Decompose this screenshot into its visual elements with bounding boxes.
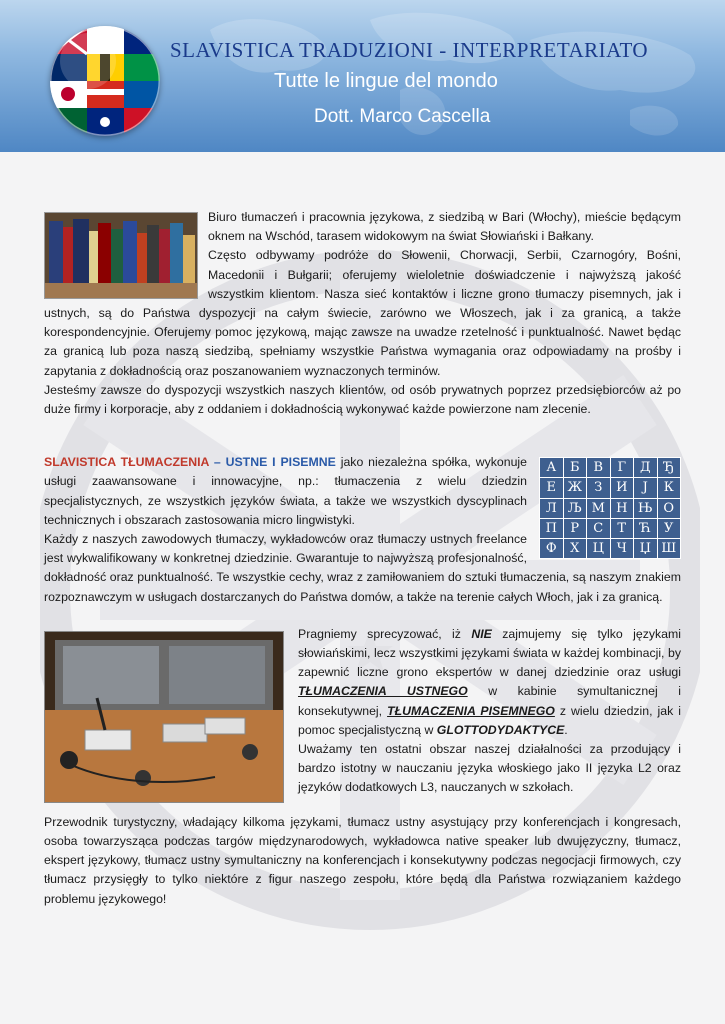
cyrillic-letter: Т — [610, 518, 634, 538]
cyrillic-letter: О — [657, 498, 681, 518]
cyrillic-letter: С — [587, 518, 611, 538]
cyrillic-letter: Д — [634, 458, 658, 478]
cyrillic-letter: Л — [540, 498, 564, 518]
brand-title — [170, 38, 648, 63]
cyrillic-letter: А — [540, 458, 564, 478]
cyrillic-letter: Њ — [634, 498, 658, 518]
cyrillic-letter: Ц — [587, 539, 611, 559]
flag-globe-logo — [50, 26, 160, 136]
cyrillic-letter: У — [657, 518, 681, 538]
cyrillic-letter: Љ — [563, 498, 587, 518]
title-dash: – — [208, 455, 226, 470]
brand-sub: INTERPRETARIATO — [452, 38, 649, 62]
intro-paragraph-3: Jesteśmy zawsze do dyspozycji wszystkich naszych klientów, od osób prywatnych poprzez przedsiębiorców aż po duże firmy i korporacje, aby z oddaniem i dokładnością wykonywać każde powierzone nam zlecenie. — [44, 382, 681, 417]
cyrillic-letter: П — [540, 518, 564, 538]
company-name: SLAVISTICA TŁUMACZENIA — [44, 455, 209, 470]
text-span: z wielu dziedzin, jak i pomoc specjalistyczną w — [298, 703, 681, 737]
books-photo — [44, 212, 198, 299]
cyrillic-letter: З — [587, 478, 611, 498]
cyrillic-letter: Ђ — [657, 458, 681, 478]
cyrillic-letter: Р — [563, 518, 587, 538]
cyrillic-row — [540, 518, 681, 538]
cyrillic-letter: Ш — [657, 539, 681, 559]
cyrillic-letter: В — [587, 458, 611, 478]
main-content — [44, 208, 681, 909]
oral-translation-emphasis: TŁUMACZENIA USTNEGO — [298, 684, 468, 699]
cyrillic-letter: Ф — [540, 539, 564, 559]
cyrillic-letter: Г — [610, 458, 634, 478]
cyrillic-letter: Х — [563, 539, 587, 559]
cyrillic-letter: Н — [610, 498, 634, 518]
cyrillic-letter: К — [657, 478, 681, 498]
cyrillic-row — [540, 539, 681, 559]
brand-main: SLAVISTICA TRADUZIONI — [170, 38, 434, 62]
doctor-name: Dott. Marco Cascella — [314, 106, 491, 127]
cyrillic-letter: И — [610, 478, 634, 498]
header-banner — [0, 0, 725, 152]
italian-teaching-paragraph: Uważamy ten ostatni obszar naszej działalności za przodujący i bardzo istotny w nauczaniu języka włoskiego jako II języka L2 oraz języków dodatkowych L3, nauczanych w szkołach. — [298, 742, 681, 795]
services-intro-text: jako niezależna spółka, wykonuje usługi zaawansowane i innowacyjne, np.: tłumaczenia z wielu dziedzin specjalistycznych, ze wszystkich języków świata, a także we wszystkich dyscyplinach technicznych i obszarach zastosowania micro lingwistyki. — [44, 455, 527, 527]
cyrillic-letter: Ж — [563, 478, 587, 498]
glottodidactics-emphasis: GLOTTODYDAKTYCE — [436, 722, 565, 737]
cyrillic-letter: Џ — [634, 539, 658, 559]
services-paragraph-2: Każdy z naszych zawodowych tłumaczy, wykładowców oraz tłumaczy ustnych freelance jest wykwalifikowany w konkretnej dziedzinie. Gwarantuje to najwyższą profesjonalność, dokładność oraz punktualność. Te wszystkie cechy, wraz z zamiłowaniem do sztuki tłumaczenia, są naszym znakiem rozpoznawczym w usługach dostarczanych do Państwa domów, a także na terenie całych Włoch, jak i za granicą. — [44, 532, 681, 604]
cyrillic-letter: Ч — [610, 539, 634, 559]
cyrillic-row — [540, 478, 681, 498]
intro-paragraph-1: Biuro tłumaczeń i pracownia językowa, z siedzibą w Bari (Włochy), mieście będącym oknem na Wschód, tarasem widokowym na świat Słowiański i Bałkany. — [208, 210, 681, 244]
services-title: USTNE I PISEMNE — [225, 455, 336, 470]
cyrillic-letter: Е — [540, 478, 564, 498]
cyrillic-letter: М — [587, 498, 611, 518]
cyrillic-alphabet-grid — [539, 457, 681, 559]
tagline: Tutte le lingue del mondo — [274, 70, 498, 92]
nie-emphasis: NIE — [471, 626, 492, 641]
intro-paragraph-2: Często odbywamy podróże do Słowenii, Chorwacji, Serbii, Czarnogóry, Bośni, Macedonii i Bułgarii; oferujemy wieloletnie doświadczenie i najwyższą jakość wszystkim klientom. Nasza sieć kontaktów i liczne grono tłumaczy pisemnych, jak i ustnych, są do Państwa dyspozycji na całym świecie, zarówno we Włoszech, jak i za granicą, a także korespondencyjnie. Oferujemy pomoc językową, mając zawsze na uwadze rzetelność i punktualność. Nawet będąc za granicą lub poza naszą siedzibą, spełniamy wszystkie Państwa wymagania oraz odpowiadamy na prośby i zapytania z dokładnością oraz poszanowaniem wyznaczonych terminów. — [44, 248, 681, 378]
interpreting-booth-photo — [44, 631, 284, 803]
written-translation-emphasis: TŁUMACZENIA PISEMNEGO — [387, 703, 555, 718]
cyrillic-letter: Ћ — [634, 518, 658, 538]
text-span: zajmujemy się tylko językami słowiańskimi, lecz wszystkimi językami świata w każdej kombinacji, by zapewnić liczne grono ekspertów w danej dziedzinie oraz usługi — [298, 626, 681, 680]
cyrillic-letter: Ј — [634, 478, 658, 498]
brand-separator: - — [433, 38, 453, 62]
cyrillic-row — [540, 458, 681, 478]
text-span: . — [564, 722, 568, 737]
cyrillic-letter: Б — [563, 458, 587, 478]
text-span: w kabinie symultanicznej i konsekutywnej, — [298, 684, 681, 718]
cyrillic-row — [540, 498, 681, 518]
text-span: Pragniemy sprecyzować, iż — [298, 626, 472, 641]
team-roles-paragraph: Przewodnik turystyczny, władający kilkoma językami, tłumacz ustny asystujący przy konferencjach i kongresach, osoba towarzysząca podczas targów międzynarodowych, wykładowca native speaker lub dwujęzyczny, tłumacz, ekspert językowy, tłumacz ustny symultaniczny na konferencjach i konsekutywny podczas negocjacji firmowych, czy tłumacz przysięgły to tylko niektóre z figur naszego zespołu, które będą dla Państwa rozwiązaniem każdego problemu językowego! — [44, 814, 681, 906]
